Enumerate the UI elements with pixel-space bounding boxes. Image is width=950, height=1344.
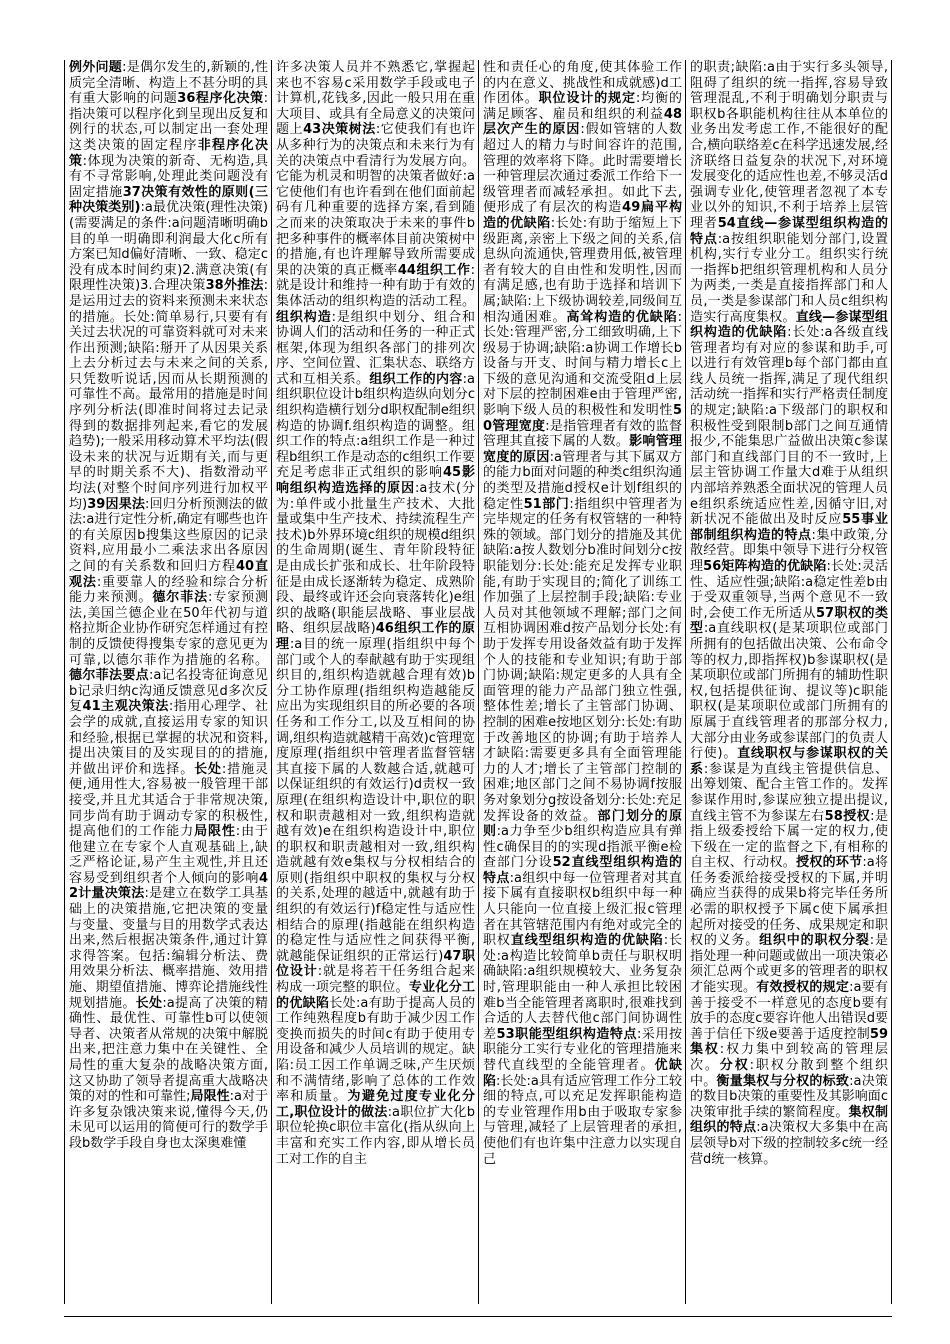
text-column-2 — [271, 60, 478, 1304]
term-heading: 有效授权的规定 — [756, 980, 850, 996]
term-heading: 部门划分的原则 — [483, 808, 682, 840]
body-text: :a管理者与其下属双方的能力b面对问题的种类c组织沟通的类型及措施d授权e计划f组织的稳定性 — [483, 449, 682, 512]
bottom-border — [64, 1316, 892, 1317]
term-heading: 56矩阵构造的优缺陷 — [703, 559, 827, 574]
text-column-3 — [478, 60, 685, 1304]
term-heading: 43决策树法 — [303, 122, 376, 138]
term-heading: 49扁平构造的优缺陷 — [483, 200, 682, 231]
body-text: :a最优决策(理性决策)(需要满足的条件:a问题清晰明确b目的单一明确即利润最大化c所有方案已知d偏好清晰、一致、稳定c没有成本时间约束)2.满意决策(有限理性决策)3.合理决策 — [69, 200, 268, 294]
term-heading: 为避免过度专业化分工,职位设计的做法 — [276, 1089, 475, 1120]
body-text: :它使我们有也许从多种行为的决策点和未来行为有关的决策点中看清行为发展方向。它能为机灵和明智的决策者做好:a它使他们有也许看到在他们面前起码有几种重要的选择方案,看到随之而来的决策取决于未来的事件b把多种事件的概率体目前决策树中的措施,有也许理解导致所需要成果的决策的真正概率 — [276, 122, 475, 278]
term-heading: 例外问题 — [69, 60, 123, 75]
term-heading: 衡量集权与分权的标致 — [716, 1073, 850, 1089]
term-heading: 专业化分工的优缺陷 — [276, 980, 475, 1011]
term-heading: 48层次产生的原因 — [483, 106, 682, 138]
body-text: :由于他建立在专家个人直观基础上,缺乏严格论证,易产生主观性,并且还容易受到组织者个人倾向的影响 — [69, 824, 268, 886]
text-column-4 — [685, 60, 892, 1304]
body-text: :是组织中划分、组合和协调人们的活动和任务的一种正式框架,体现为组织各部门的排列次序、空间位置、汇集状态、联络方式和互相关系。 — [276, 309, 475, 387]
body-text: :a要有善于接受不一样意见的态度b要有放手的态度c要容许他人出错误d要善于信任下级e要善于适度控制 — [690, 980, 888, 1042]
document-page — [64, 60, 892, 1304]
body-text: :a直线职权(是某项职位或部门所拥有的包括做出决策、公布命令等的权力,即指挥权)b参谋职权(是某项职位或部门所拥有的辅助性职权,包括提供征询、提议等)c职能职权(是某项职位或部门所拥有的原属于直线管理者的那部分权力,大部分由业务或参谋部门的负责人行使)。 — [690, 621, 888, 762]
term-heading: 局限性 — [194, 824, 236, 840]
term-heading: 50管理宽度 — [483, 403, 682, 434]
term-heading: 53职能型组织构造特点 — [496, 1026, 637, 1042]
body-text: 许多决策人员并不熟悉它,掌握起来也不容易c采用数学手段或电子计算机,花钱多,因此一般只用在重大项目、或具有全局意义的决策问题上 — [276, 60, 475, 138]
term-heading: 德尔菲法 — [152, 590, 209, 606]
body-text: :均衡的满足顾客、雇员和组织的利益 — [483, 91, 682, 122]
term-heading: 集权制组织的特点 — [690, 1104, 888, 1136]
body-text: :a职位扩大化b职位轮换c职位丰富化(指从纵向上丰富和充实工作内容,即从增长员工对工作的自主 — [276, 1104, 475, 1167]
term-heading: 55事业部制组织构造的特点 — [690, 512, 888, 543]
body-text: :长处:a各级直线管理者均有对应的参谋和助手,可以进行有效管理b每个部门都由直线人员统一指挥,满足了现代组织活动统一指挥和实行严格责任制度的规定;缺陷:a下级部门的职权和积极性受到限制b部门之间互通情报少,不能集思广益做出决策c参谋部门和直线部门目的不一致时,上层主管协调工作量大d难于从组织内部培养熟悉全面状况的管理人员e组织系统适应性差,因循守旧,对新状况不能做出及时反应 — [690, 325, 888, 528]
term-heading: 59集权 — [690, 1026, 888, 1058]
body-text: :长处:灵活性、适应性强;缺陷:a稳定性差b由于受双重领导,当两个意见不一致时,会使工作无所适从 — [690, 559, 888, 621]
body-text: :a记名投寄征询意见b记录归纳c沟通反馈意见d多次反复 — [69, 668, 268, 715]
body-text: :措施灵便,通用性大,容易被一般管理干部接受,并且尤其适合于非常规决策,同步尚有助于调动专家的积极性,提高他们的工作能力 — [69, 761, 268, 840]
term-heading: 组织中的职权分裂 — [759, 933, 870, 949]
body-text: :指决策可以程序化到呈现出反复和例行的状态,可以制定出一套处理这类决策的固定程序 — [69, 91, 268, 153]
body-text: :采用按职能分工实行专业化的管理措施来替代直线型的全能管理者。 — [483, 1026, 682, 1073]
body-text: :就是设计和维持一种有助于有效的集体活动的组织构造的活动工程。 — [276, 262, 475, 309]
term-heading: 54直线—参谋型组织构造的特点 — [690, 215, 888, 247]
term-heading: 37决策有效性的原则(三种决策类别) — [69, 184, 268, 216]
body-text: 性和责任心的角度,使其体验工作的内在意义、挑战性和成就感)d工作团体。 — [483, 60, 682, 107]
term-heading: 57职权的类型 — [690, 605, 888, 637]
term-heading: 46组织工作的原理 — [276, 621, 475, 652]
body-text: :长处:有助于缩短上下级距离,亲密上下级之间的关系,信息纵向流通快,管理费用低,被管理者有较大的自由性和发明性,因而有满足感,也有助于选择和培训下属;缺陷:上下级协调较差,同级间互相沟通困难。 — [483, 215, 682, 325]
body-text: :体现为决策的新奇、无构造,具有不寻常影响,处理此类问题没有固定措施 — [69, 153, 268, 200]
body-text: :就是将若干任务组合起来构成一项完整的职位。 — [276, 964, 475, 996]
body-text: :集中政策,分散经营。即集中领导下进行分权管理 — [690, 527, 888, 574]
body-text: :回归分析预测法的做法:a进行定性分析,确定有哪些也许的有关原因b搜集这些原因的记录资料,应用最小二乘法求出各原因之间的有关系数和回归方程 — [69, 496, 268, 574]
body-text: :a组织职位设计b组织构造纵向划分c组织构造横行划分d职权配制e组织构造的协调f.组织构造的调整。组织工作的特点:a组织工作是一种过程b组织工作是动态的c组织工作要充足考虑非正式组织的影响 — [276, 371, 475, 481]
term-heading: 39因果法 — [87, 496, 146, 512]
term-heading: 47职位设计 — [276, 948, 475, 980]
body-text: :长处:a具有适应管理工作分工较细的特点,可以充足发挥职能构造的专业管理作用b由于吸取专家参与管理,减轻了上层管理者的承担,使他们有也许集中注意力以实现自己 — [483, 1073, 682, 1167]
term-heading: 长处 — [135, 995, 163, 1011]
body-text: :指组织中管理者为完毕规定的任务有权管辖的一种特殊的领域。部门划分的措施及其优缺陷:a按人数划分b准时间划分c按职能划分:长处:能充足发挥专业职能,有助于实现目的;简化了训练工作加强了上层控制手段;缺陷:专业人员对其他领域不理解;部门之间互相协调困难d按产品划分长处:有助于发挥专用设备效益有助于发挥个人的技能和专业知识;有助于部门协调;缺陷:规定更多的人具有全面管理的能力产品部门独立性强,整体性差;增长了主管部门协调、控制的困难e按地区划分:长处:有助于改善地区的协调;有助于培养人才缺陷:需要更多具有全面管理能力的人才;增长了主管部门控制的困难;地区部门之间不易协调f按服务对象划分g按设备划分:长处:充足发挥设备的效益。 — [483, 496, 683, 824]
term-heading: 41主观决策法 — [82, 699, 169, 715]
body-text: :a对于许多复杂饿决策来说,懂得今天,仍未见可以运用的简便可行的数学手段b数学手段自身也太深奥难懂 — [69, 1089, 268, 1151]
term-heading: 36程序化决策 — [177, 91, 264, 107]
body-text: :指用心理学、社会学的成就,直接运用专家的知识和经验,根据已掌握的状况和资料,提出决策目的及实现目的的措施,并做出评价和选择。 — [69, 699, 268, 777]
body-text: :是指管理者有效的监督管理其直接下属的人数。 — [483, 418, 682, 450]
term-heading: 授权的环节 — [796, 855, 863, 871]
body-text: :权力集中到较高的管理层次。 — [690, 1042, 888, 1073]
body-text: :a决策权大多集中在高层领导b对下级的控制较多c统一经营d统一核算。 — [690, 1120, 888, 1167]
body-text: :长处:管理严密,分工细致明确,上下级易于协调;缺陷:a协调工作增长b设备与开支、时间与精力增长c上下级的意见沟通和交流受阻d上层对下层的控制困难e由于管理严密,影响下级人员的积极性和发明性 — [483, 309, 682, 419]
body-text: :参谋是为直线主管提供信息、出筹划策、配合主管工作的。发挥参谋作用时,参谋应独立提出提议,直线主管不为参谋左右 — [690, 761, 888, 824]
body-text: :是运用过去的资料来预测未来状态的措施。长处:简单易行,只要有有关过去状况的可靠资料就可对未来作出预测;缺陷:掰开了从因果关系上去分析过去与未来之间的关系,只凭数听说话,因而从长期预测的可靠性不高。最常用的措施是时间序列分析法(即准时间将过去记录得到的数据排列起来,看它的发展趋势);一般采用移动算术平均法(假设未来的状况与近期有关,而与更早的时期关系不大)、指数滑动平均法(对整个时间序列进行加权平均) — [69, 278, 268, 512]
body-text: :a决策的数目b决策的重要性及其影响面c决策审批手续的繁简程度。 — [690, 1073, 888, 1120]
term-heading: 42计量决策法 — [69, 870, 268, 902]
body-text: :是指处理一种问题或做出一项决策必须汇总两个或更多的管理者的职权才能实现。 — [690, 933, 888, 996]
term-heading: 影响管理宽度的原因 — [483, 434, 682, 465]
body-text: :a组织中每一位管理者对其直接下属有直接职权b组织中每一种人只能向一位直接上级汇报c管理者在其管辖范围内有绝对或完全的职权 — [483, 870, 682, 949]
term-heading: 高耸构造的优缺陷 — [566, 309, 678, 325]
term-heading: 局限性 — [190, 1089, 230, 1105]
term-heading: 非程序化决策 — [69, 137, 268, 169]
body-text: :专家预测法,美国兰德企业在50年代初与道格拉斯企业协作研究怎样通过有控制的反馈使得搜集专家的意见更为可靠,以德尔菲作为措施的名称。 — [69, 590, 268, 668]
body-text: 的职责;缺陷:a由于实行多头领导,阻碍了组织的统一指挥,容易导致管理混乱,不利于明确划分职责与职权b各职能机构往往从本单位的业务出发考虑工作,不能很好的配合,横向联络差c在科学迅速发展,经济联络日益复杂的状况下,对环境发展变化的适应性也差,不够灵活d强调专业化,使管理者忽视了本专业以外的知识,不利于培养上层管理者 — [690, 60, 888, 231]
body-text: :a将任务委派给接受授权的下属,并明确应当获得的成果b将完毕任务所必需的职权授予下属c使下属承担起所对接受的任务、成果规定和职权的义务。 — [690, 855, 888, 949]
term-heading: 直线职权与参谋职权的关系 — [690, 746, 888, 777]
term-heading: 组织工作的内容 — [369, 371, 463, 387]
body-text: :a按组织职能划分部门,设置机构,实行专业分工。组织实行统一指挥b把组织管理机构和人员分为两类,一类是直接指挥部门和人员,一类是参谋部门和人员c组织构造实行高度集权。 — [690, 231, 888, 325]
term-heading: 58授权 — [824, 808, 871, 824]
body-text: :a力争至少b组织构造应具有弹性c确保目的的实现d指派平衡e检查部门分设 — [483, 824, 682, 871]
body-text: :是指上级委授给下属一定的权力,使下级在一定的监督之下,有相称的自主权、行动权。 — [690, 808, 888, 871]
body-text: :a提高了决策的精确性、最优性、可靠性b可以使领导者、决策者从常规的决策中解脱出来,把注意力集中在关键性、全局性的重大复杂的战略决策方面,这又协助了领导者提高重大战略决策的对的性和可靠性; — [69, 995, 268, 1105]
term-heading: 直线—参谋型组织构造的优缺陷 — [690, 309, 888, 341]
term-heading: 长处 — [194, 761, 222, 777]
body-text: :是偶尔发生的,新颖的,性质完全清晰、构造上不甚分明的具有重大影响的问题 — [69, 60, 268, 107]
term-heading: 40直观法 — [69, 559, 268, 590]
term-heading: 组织构造 — [276, 309, 332, 325]
term-heading: 优缺陷 — [483, 1058, 682, 1089]
term-heading: 52直线型组织构造的特点 — [483, 855, 682, 886]
term-heading: 直线型组织构造的优缺陷 — [510, 933, 664, 949]
term-heading: 38外推法 — [205, 278, 264, 294]
body-text: :假如管辖的人数超过人的精力与时间容许的范围,管理的效率将下降。此时需要增长一种管理层次通过委派工作给下一级管理者而减轻承担。如此下去,便形成了有层次的构造 — [483, 122, 682, 216]
body-text: :长处:a构造比较简单b责任与职权明确缺陷:a组织规模较大、业务复杂时,管理职能由一种人承担比较困难b当全能管理者离职时,很难找到合适的人去替代他c部门间协调性差 — [483, 933, 682, 1042]
term-heading: 德尔菲法要点 — [69, 668, 149, 684]
body-text: :重要靠人的经验和综合分析能力来预测。 — [69, 574, 268, 606]
term-heading: 44组织工作 — [397, 262, 471, 278]
body-text: :a目的统一原理(指组织中每个部门或个人的奉献越有助于实现组织目的,组织构造就越合理有效)b分工协作原理(指组织构造越能反应出为实现组织目的所必要的各项任务和工作分工,以及互相间的协调,组织构造就越精干高效)c管理宽度原理(指组织中管理者监督管辖其直接下属的人数越合适,就越可以保证组织的有效运行)d责权一致原理(在组织构造设计中,职位的职权和职责越相对一致,组织构造就越有效)e在组织构造设计中,职位的职权和职责越相对一致,组织构造就越有效e集权与分权相结合的原则(指组织中职权的集权与分权的关系,处理的越适中,就越有助于组织的有效运行)f稳定性与适应性相结合的原理(指越能在组织构造的稳定性与适应性之间获得平衡,就越能保证组织的正常运行) — [276, 636, 475, 964]
term-heading: 45影响组织构造选择的原因 — [276, 465, 475, 497]
term-heading: 职位设计的规定 — [538, 91, 636, 107]
term-heading: 51部门 — [523, 496, 570, 512]
body-text: :职权分散到整个组织中。 — [690, 1058, 888, 1089]
text-column-1 — [64, 60, 271, 1304]
body-text: :是建立在数学工具基础上的决策措施,它把决策的变量与变量、变量与目的用数学式表达出来,然后根据决策条件,通过计算求得答案。包括:编辑分析法、费用效果分析法、概率措施、效用措施、期望值措施、博弈论措施线性规划措施。 — [69, 886, 269, 1011]
term-heading: 分权 — [719, 1058, 750, 1073]
body-text: :a技术(分为:单件或小批量生产技术、大批量或集中生产技术、持续流程生产技术)b外界环境c组织的规模d组织的生命周期(诞生、青年阶段特征是由成长扩张和成长、壮年阶段特征是由成长逐渐转为稳定、成熟阶段、最终或许还会向衰落转化)e组织的战略(职能层战略、事业层战略、组织层战略) — [276, 481, 475, 637]
body-text: 长处:a有助于提高人员的工作纯熟程度b有助于减少因工作变换而损失的时间c有助于使用专用设备和减少人员培训的规定。缺陷:员工因工作单调乏味,产生厌烦和不满情绪,影响了总体的工作效率和质量。 — [276, 995, 475, 1105]
